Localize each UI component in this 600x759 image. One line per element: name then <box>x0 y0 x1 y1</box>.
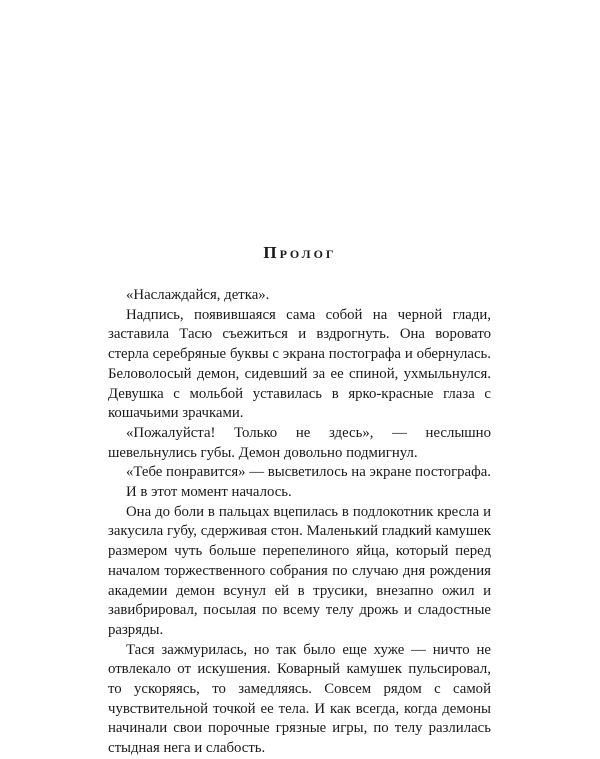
chapter-title: Пролог <box>263 243 337 262</box>
paragraph: И в этот момент началось. <box>126 484 292 501</box>
paragraph: «Тебе понравится» — высветилось на экране постографа. <box>126 464 491 481</box>
paragraph: Она до боли в пальцах вцепилась в подлокотник кресла и закусила губу, сдерживая стон. Маленький гладкий камушек размером чуть больше перепелиного яйца, который перед началом торжественного собрания по случаю дня рождения академии демон всунул ей в трусики, внезапно ожил и завибрировал, посылая по всему телу дрожь и сладостные разряды. <box>108 503 491 638</box>
paragraph: Надпись, появившаяся сама собой на черной глади, заставила Тасю съежиться и вздрогнуть. Она воровато стерла серебряные буквы с экрана постографа и обернулась. Беловолосый демон, сидевший за ее спиной, ухмыльнулся. Девушка с мольбой уставилась в ярко-красные глаза с кошачьими зрачками. <box>108 306 491 422</box>
body-text <box>108 286 491 759</box>
paragraph: «Пожалуйста! Только не здесь», — неслышно шевельнулись губы. Демон довольно подмигнул. <box>108 424 491 461</box>
paragraph: Тася зажмурилась, но так было еще хуже — ничто не отвлекало от искушения. Коварный камушек пульсировал, то ускоряясь, то замедляясь. Совсем рядом с самой чувствительной точкой ее тела. И как всегда, когда демоны начинали свои порочные грязные игры, по телу разлилась стыдная нега и слабость. <box>108 641 491 757</box>
paragraph: «Наслаждайся, детка». <box>126 287 270 303</box>
